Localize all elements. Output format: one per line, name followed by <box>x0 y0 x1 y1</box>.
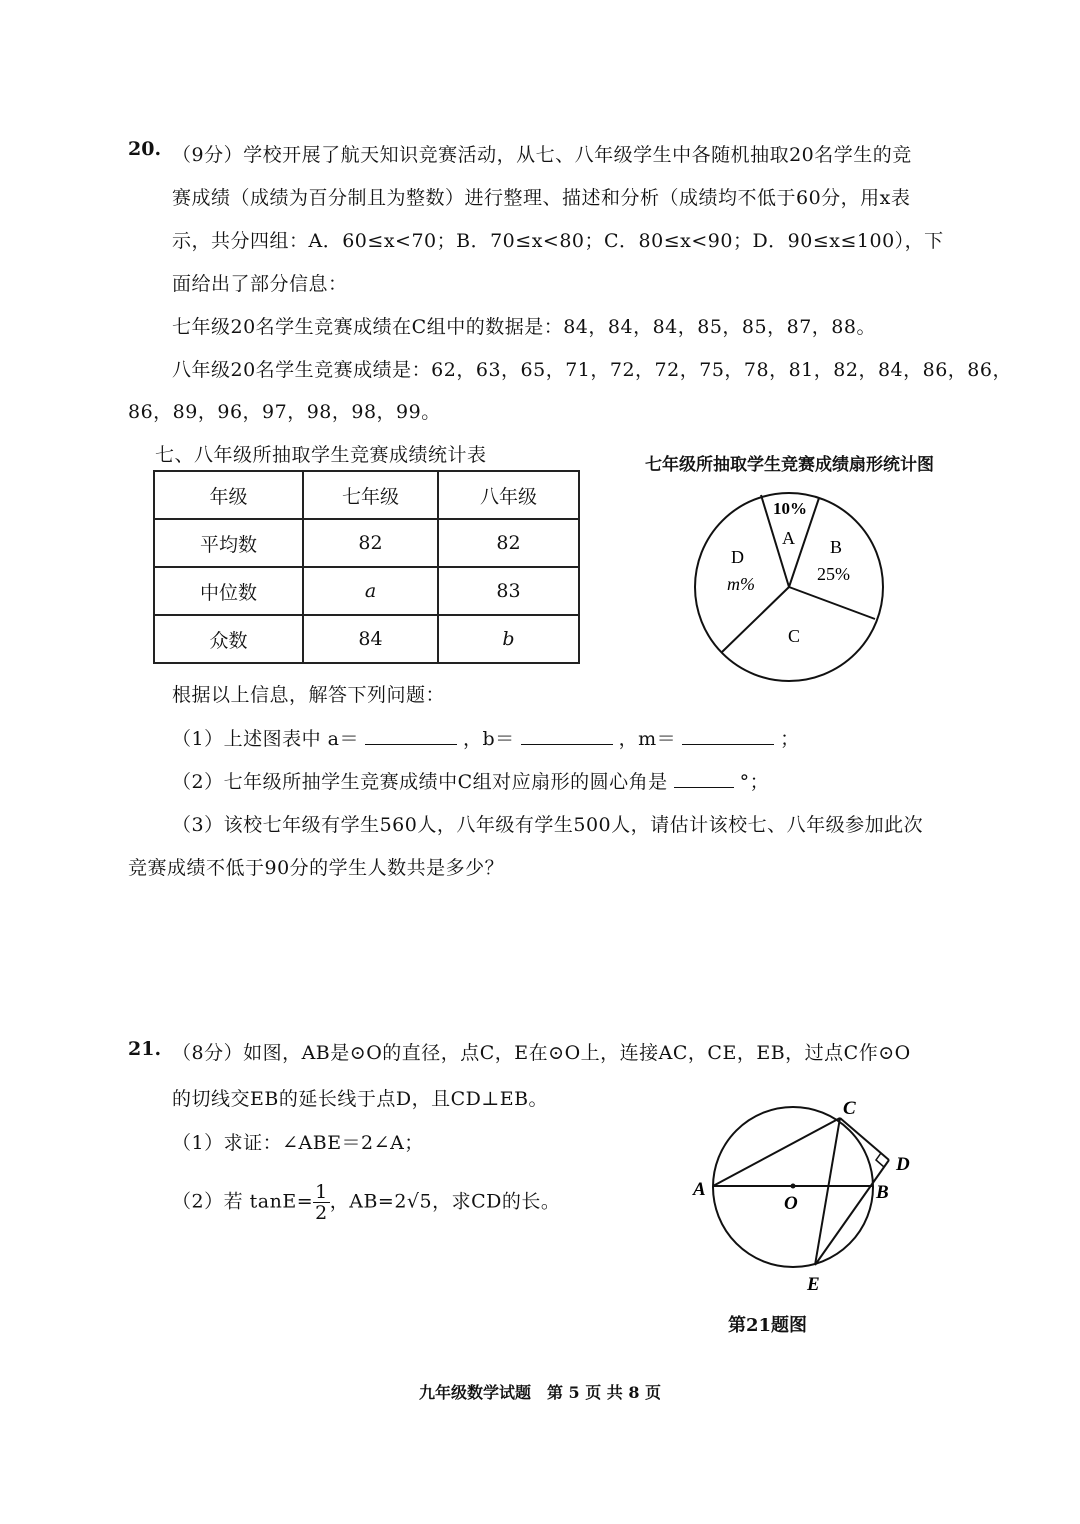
table-header: 七年级 <box>303 471 438 519</box>
label-a: A <box>693 1179 706 1200</box>
slice-b-label: B <box>830 537 843 557</box>
page-footer: 九年级数学试题 第 5 页 共 8 页 <box>418 1383 662 1402</box>
table-cell: 84 <box>303 615 438 663</box>
q20-line-1: （9分）学校开展了航天知识竞赛活动，从七、八年级学生中各随机抽取20名学生的竞 <box>172 144 912 166</box>
table-cell: 平均数 <box>154 519 303 567</box>
segment-ac <box>713 1118 840 1186</box>
answer-blank-b[interactable] <box>521 728 613 745</box>
table-cell: 众数 <box>154 615 303 663</box>
figure-caption: 第21题图 <box>728 1315 808 1336</box>
slice-b-value: 25% <box>817 564 850 584</box>
p1-m: ，m＝ <box>618 728 677 750</box>
q20-line-3: 示，共分四组：A．60≤x<70；B．70≤x<80；C．80≤x<90；D．90≤x≤100），下 <box>172 230 944 252</box>
label-d: D <box>896 1154 910 1175</box>
table-cell: b <box>438 615 579 663</box>
table-cell: 82 <box>438 519 579 567</box>
table-title: 七、八年级所抽取学生竞赛成绩统计表 <box>155 444 487 466</box>
p2-suffix: ，AB=2√5，求CD的长。 <box>329 1190 561 1213</box>
q20-line-2: 赛成绩（成绩为百分制且为整数）进行整理、描述和分析（成绩均不低于60分，用x表 <box>172 187 911 209</box>
p2-prefix: （2）若 tanE= <box>172 1190 314 1213</box>
q21-line-2: 的切线交EB的延长线于点D，且CD⊥EB。 <box>172 1088 549 1110</box>
pie-chart <box>680 478 900 698</box>
fraction-numerator: 1 <box>315 1181 328 1203</box>
table-cell: a <box>303 567 438 615</box>
question-number-21: 21. <box>128 1038 162 1060</box>
p2-prefix: （2）七年级所抽学生竞赛成绩中C组对应扇形的圆心角是 <box>172 771 668 793</box>
q20-intro: 根据以上信息，解答下列问题： <box>172 684 446 706</box>
question-number-20: 20. <box>128 138 162 160</box>
q21-line-1: （8分）如图，AB是⊙O的直径，点C，E在⊙O上，连接AC，CE，EB，过点C作⊙O <box>172 1042 911 1064</box>
label-c: C <box>843 1098 856 1119</box>
slice-a-value: 10% <box>773 499 807 518</box>
pie-divider-c-d <box>722 587 789 652</box>
q20-line-4: 面给出了部分信息： <box>172 273 348 295</box>
q21-part-1: （1）求证：∠ABE＝2∠A； <box>172 1132 424 1154</box>
p2-end: °； <box>739 771 770 793</box>
table-header-row <box>154 471 579 519</box>
q20-part-1 <box>172 724 800 751</box>
geometry-figure <box>690 1090 930 1300</box>
answer-blank-a[interactable] <box>365 728 457 745</box>
slice-d-label: D <box>731 547 744 567</box>
fraction <box>313 1182 330 1223</box>
segment-ed <box>815 1160 889 1265</box>
q20-grade8-data-cont: 86，89，96，97，98，98，99。 <box>128 401 441 423</box>
label-b: B <box>876 1182 889 1203</box>
table-row <box>154 567 579 615</box>
segment-ce <box>815 1118 840 1265</box>
label-e: E <box>807 1274 820 1295</box>
center-point <box>791 1184 796 1189</box>
table-header: 八年级 <box>438 471 579 519</box>
p1-end: ； <box>780 728 800 750</box>
label-o: O <box>784 1193 798 1214</box>
slice-a-label: A <box>782 528 795 548</box>
tangent-cd <box>840 1118 889 1160</box>
table-cell: 中位数 <box>154 567 303 615</box>
q21-part-2 <box>172 1182 560 1223</box>
answer-blank-angle[interactable] <box>674 771 734 788</box>
table-row <box>154 519 579 567</box>
q20-grade8-data: 八年级20名学生竞赛成绩是：62，63，65，71，72，72，75，78，81，82，84，86，86， <box>172 359 1012 381</box>
q20-grade7-data: 七年级20名学生竞赛成绩在C组中的数据是：84，84，84，85，85，87，88。 <box>172 316 876 338</box>
stats-table <box>153 470 580 664</box>
slice-c-label: C <box>788 626 801 646</box>
q20-part-2 <box>172 767 769 794</box>
p1-prefix: （1）上述图表中 a＝ <box>172 728 359 750</box>
slice-d-value: m% <box>727 574 755 594</box>
table-cell: 82 <box>303 519 438 567</box>
table-header: 年级 <box>154 471 303 519</box>
table-cell: 83 <box>438 567 579 615</box>
pie-divider-b-c <box>789 587 875 619</box>
q20-part-3-cont: 竞赛成绩不低于90分的学生人数共是多少？ <box>128 857 505 879</box>
pie-chart-title: 七年级所抽取学生竞赛成绩扇形统计图 <box>645 455 934 475</box>
answer-blank-m[interactable] <box>682 728 774 745</box>
q20-part-3: （3）该校七年级有学生560人，八年级有学生500人，请估计该校七、八年级参加此次 <box>172 814 924 836</box>
fraction-denominator: 2 <box>315 1202 328 1224</box>
table-row <box>154 615 579 663</box>
p1-b: ，b＝ <box>462 728 515 750</box>
